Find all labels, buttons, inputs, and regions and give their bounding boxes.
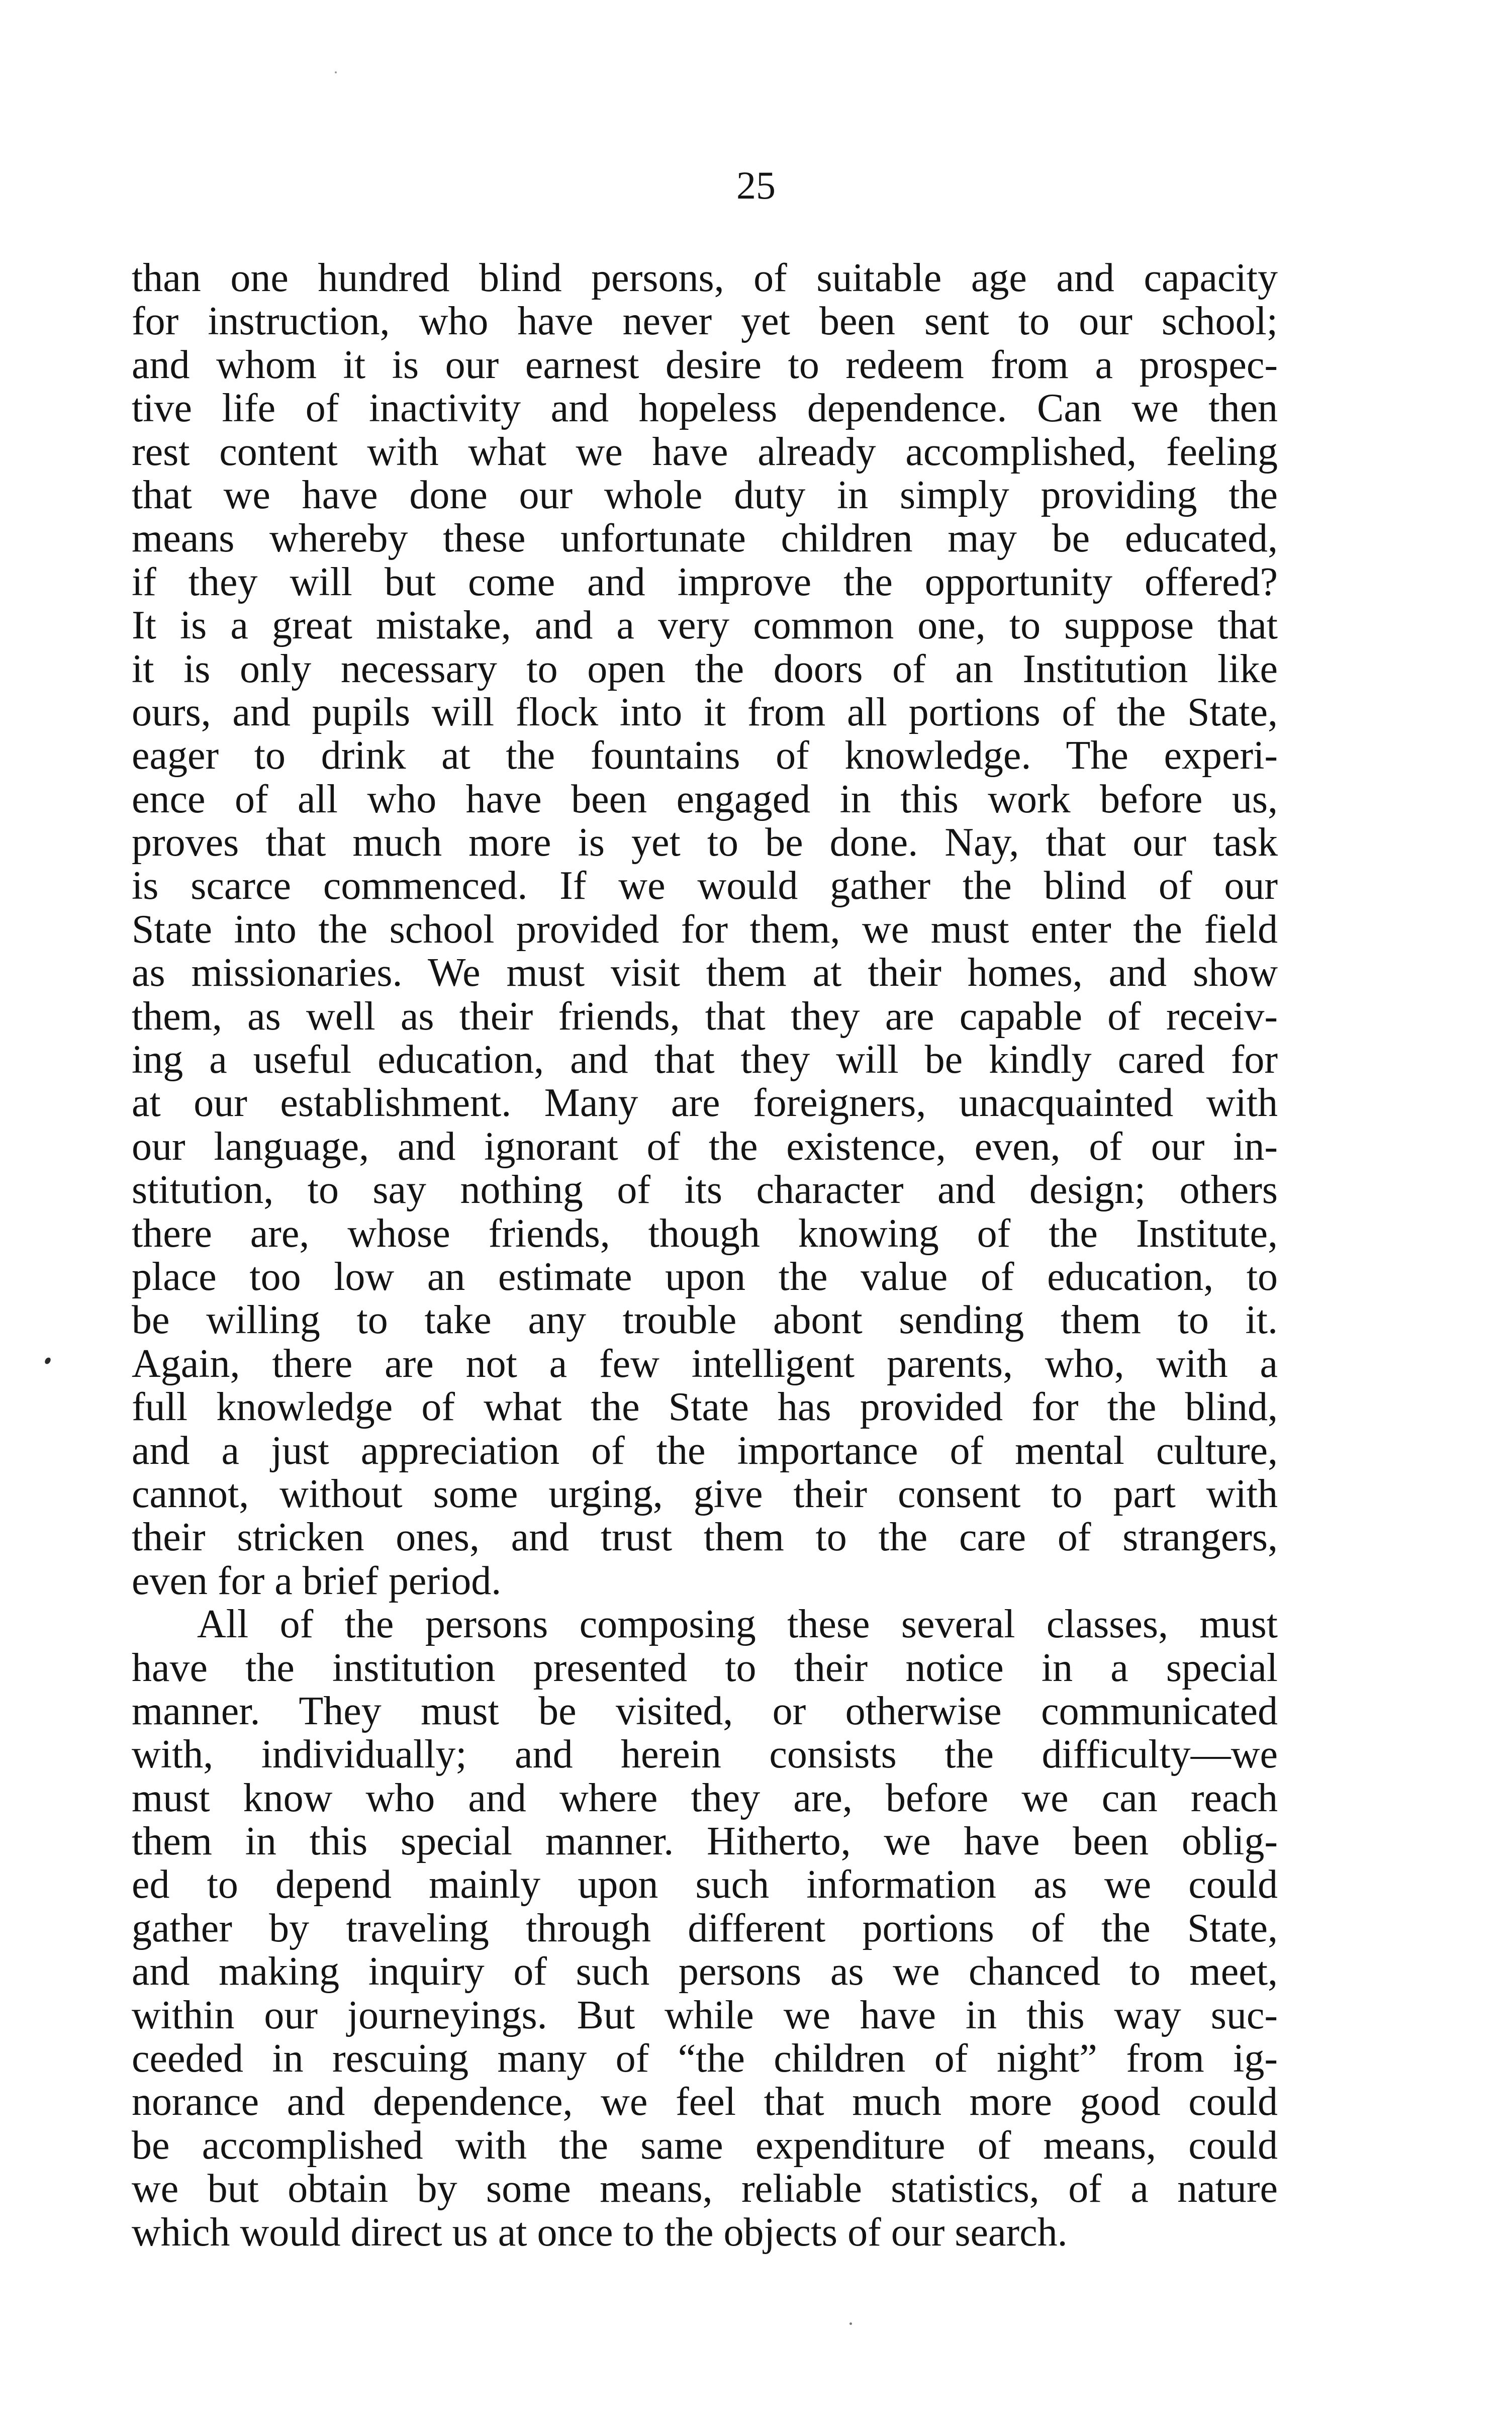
- text-line: place too low an estimate upon the value of education, to: [132, 1254, 1278, 1299]
- paragraph-end-line: even for a brief period.: [132, 1558, 502, 1603]
- text-line: State into the school provided for them, we must enter the field: [132, 907, 1278, 952]
- text-line: our language, and ignorant of the existence, even, of our in-: [132, 1124, 1278, 1169]
- text-line: means whereby these unfortunate children may be educated,: [132, 516, 1278, 561]
- text-line: ceeded in rescuing many of “the children of night” from ig-: [132, 2036, 1278, 2081]
- text-line: and whom it is our earnest desire to redeem from a prospec-: [132, 342, 1278, 387]
- text-line: if they will but come and improve the opportunity offered?: [132, 559, 1278, 604]
- text-line: stitution, to say nothing of its character and design; others: [132, 1168, 1278, 1212]
- text-line: ing a useful education, and that they will be kindly cared for: [132, 1038, 1278, 1082]
- body-text: [132, 256, 1278, 2254]
- text-line: ours, and pupils will flock into it from all portions of the State,: [132, 690, 1278, 734]
- text-line: than one hundred blind persons, of suitable age and capacity: [132, 256, 1278, 300]
- text-line: tive life of inactivity and hopeless dependence. Can we then: [132, 386, 1278, 431]
- text-line: proves that much more is yet to be done. Nay, that our task: [132, 820, 1278, 865]
- text-line: be willing to take any trouble abont sending them to it.: [132, 1298, 1278, 1343]
- text-line: eager to drink at the fountains of knowledge. The experi-: [132, 733, 1278, 778]
- text-line: be accomplished with the same expenditure of means, could: [132, 2123, 1278, 2168]
- ink-speck: [44, 1356, 52, 1365]
- page-number: 25: [736, 163, 776, 207]
- text-line: within our journeyings. But while we have in this way suc-: [132, 1993, 1278, 2037]
- text-line: must know who and where they are, before we can reach: [132, 1776, 1278, 1820]
- text-line: gather by traveling through different portions of the State,: [132, 1906, 1278, 1950]
- text-line: have the institution presented to their notice in a special: [132, 1645, 1278, 1690]
- text-line: manner. They must be visited, or otherwise communicated: [132, 1689, 1278, 1733]
- text-line: norance and dependence, we feel that much more good could: [132, 2080, 1278, 2124]
- text-line: with, individually; and herein consists the difficulty—we: [132, 1732, 1278, 1777]
- text-line: full knowledge of what the State has provided for the blind,: [132, 1385, 1278, 1430]
- text-line: and making inquiry of such persons as we chanced to meet,: [132, 1949, 1278, 1994]
- ink-speck: [849, 2322, 852, 2325]
- text-line: as missionaries. We must visit them at their homes, and show: [132, 951, 1278, 995]
- text-line: at our establishment. Many are foreigners, unacquainted with: [132, 1081, 1278, 1126]
- text-line: their stricken ones, and trust them to the care of strangers,: [132, 1515, 1278, 1560]
- text-line: and a just appreciation of the importance of mental culture,: [132, 1428, 1278, 1473]
- text-line: them in this special manner. Hitherto, we have been oblig-: [132, 1819, 1278, 1864]
- ink-speck: [335, 71, 337, 73]
- text-line: it is only necessary to open the doors of an Institution like: [132, 646, 1278, 691]
- text-line: cannot, without some urging, give their consent to part with: [132, 1471, 1278, 1516]
- text-line: ed to depend mainly upon such information as we could: [132, 1862, 1278, 1907]
- text-line: there are, whose friends, though knowing of the Institute,: [132, 1211, 1278, 1256]
- text-line: we but obtain by some means, reliable statistics, of a nature: [132, 2167, 1278, 2211]
- text-line: rest content with what we have already accomplished, feeling: [132, 429, 1278, 474]
- text-line: for instruction, who have never yet been sent to our school;: [132, 299, 1278, 344]
- text-line: ence of all who have been engaged in this work before us,: [132, 777, 1278, 821]
- text-line: that we have done our whole duty in simply providing the: [132, 473, 1278, 517]
- text-line: them, as well as their friends, that they are capable of receiv-: [132, 994, 1278, 1039]
- text-line: is scarce commenced. If we would gather the blind of our: [132, 864, 1278, 908]
- text-line: It is a great mistake, and a very common one, to suppose that: [132, 603, 1278, 648]
- text-line: Again, there are not a few intelligent parents, who, with a: [132, 1341, 1278, 1386]
- paragraph-end-line: which would direct us at once to the objects of our search.: [132, 2210, 1068, 2255]
- paragraph-start-line: All of the persons composing these several classes, must: [197, 1602, 1278, 1647]
